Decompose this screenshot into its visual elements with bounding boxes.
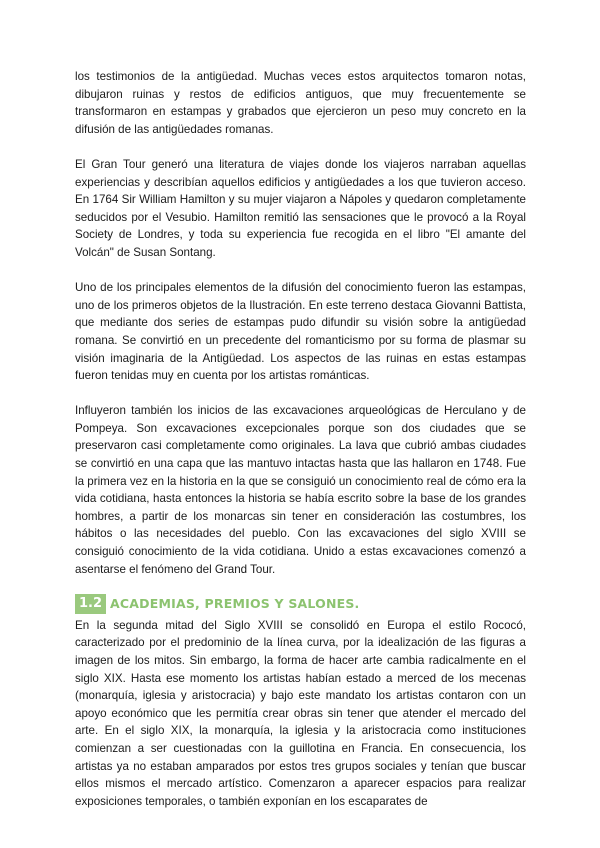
document-page bbox=[75, 68, 526, 810]
paragraph-section-body: En la segunda mitad del Siglo XVIII se consolidó en Europa el estilo Rococó, caracterizado por el predominio de la línea curva, por la idealización de las figuras a imagen de los mitos. Sin embargo, la forma de hacer arte cambia radicalmente en el siglo XIX. Hasta ese momento los artistas habían estado a merced de los mecenas (monarquía, iglesia y aristocracia) y bajo este mandato los artistas contaron con un apoyo económico que les permitía crear obras sin tener que atender el mercado del arte. En el siglo XIX, la monarquía, la iglesia y la aristocracia como instituciones comienzan a ser cuestionadas con la guillotina en Francia. En consecuencia, los artistas ya no estaban amparados por estos tres grupos sociales y tenían que buscar ellos mismos el mercado artístico. Comenzaron a aparecer espacios para realizar exposiciones temporales, o también exponían en los escaparates de bbox=[75, 618, 526, 808]
section-title: ACADEMIAS, PREMIOS Y SALONES. bbox=[110, 596, 360, 612]
paragraph-excavaciones: Influyeron también los inicios de las excavaciones arqueológicas de Herculano y de Pompeya. Son excavaciones excepcionales porque son dos ciudades que se preservaron casi completamente como originales. La lava que cubrió ambas ciudades se convirtió en una capa que las mantuvo intactas hasta que las hallaron en 1748. Fue la primera vez en la historia en la que se consiguió un conocimiento real de cómo era la vida cotidiana, hasta entonces la historia se había escrito sobre la base de los grandes hombres, a partir de los monarcas sin tener en consideración las costumbres, los hábitos o las necesidades del pueblo. Con las excavaciones del siglo XVIII se consiguió conocimiento de la vida cotidiana. Unido a estas excavaciones comenzó a asentarse el fenómeno del Grand Tour. bbox=[75, 404, 526, 576]
paragraph-testimonios: los testimonios de la antigüedad. Muchas veces estos arquitectos tomaron notas, dibujaron ruinas y restos de edificios antiguos, que muy frecuentemente se transformaron en estampas y grabados que ejercieron un peso muy concreto en la difusión de las antigüedades romanas. bbox=[75, 70, 526, 136]
paragraph-estampas: Uno de los principales elementos de la difusión del conocimiento fueron las estampas, uno de los primeros objetos de la Ilustración. En este terreno destaca Giovanni Battista, que mediante dos series de estampas pudo difundir su visión sobre la antigüedad romana. Se convirtió en un precedente del romanticismo por su forma de plasmar su visión imaginaria de la Antigüedad. Los aspectos de las ruinas en estas estampas fueron tenidas muy en cuenta por los artistas románticas. bbox=[75, 281, 526, 383]
paragraph-gran-tour: El Gran Tour generó una literatura de viajes donde los viajeros narraban aquellas experiencias y describían aquellos edificios y antigüedades a los que tuvieron acceso. En 1764 Sir William Hamilton y su mujer viajaron a Nápoles y quedaron completamente seducidos por el Vesubio. Hamilton remitió las sensaciones que le provocó a la Royal Society de Londres, y toda su experiencia fue recogida en el libro "El amante del Volcán" de Susan Sontang. bbox=[75, 157, 526, 259]
section-heading bbox=[75, 593, 526, 615]
section-number: 1.2 bbox=[75, 594, 106, 614]
